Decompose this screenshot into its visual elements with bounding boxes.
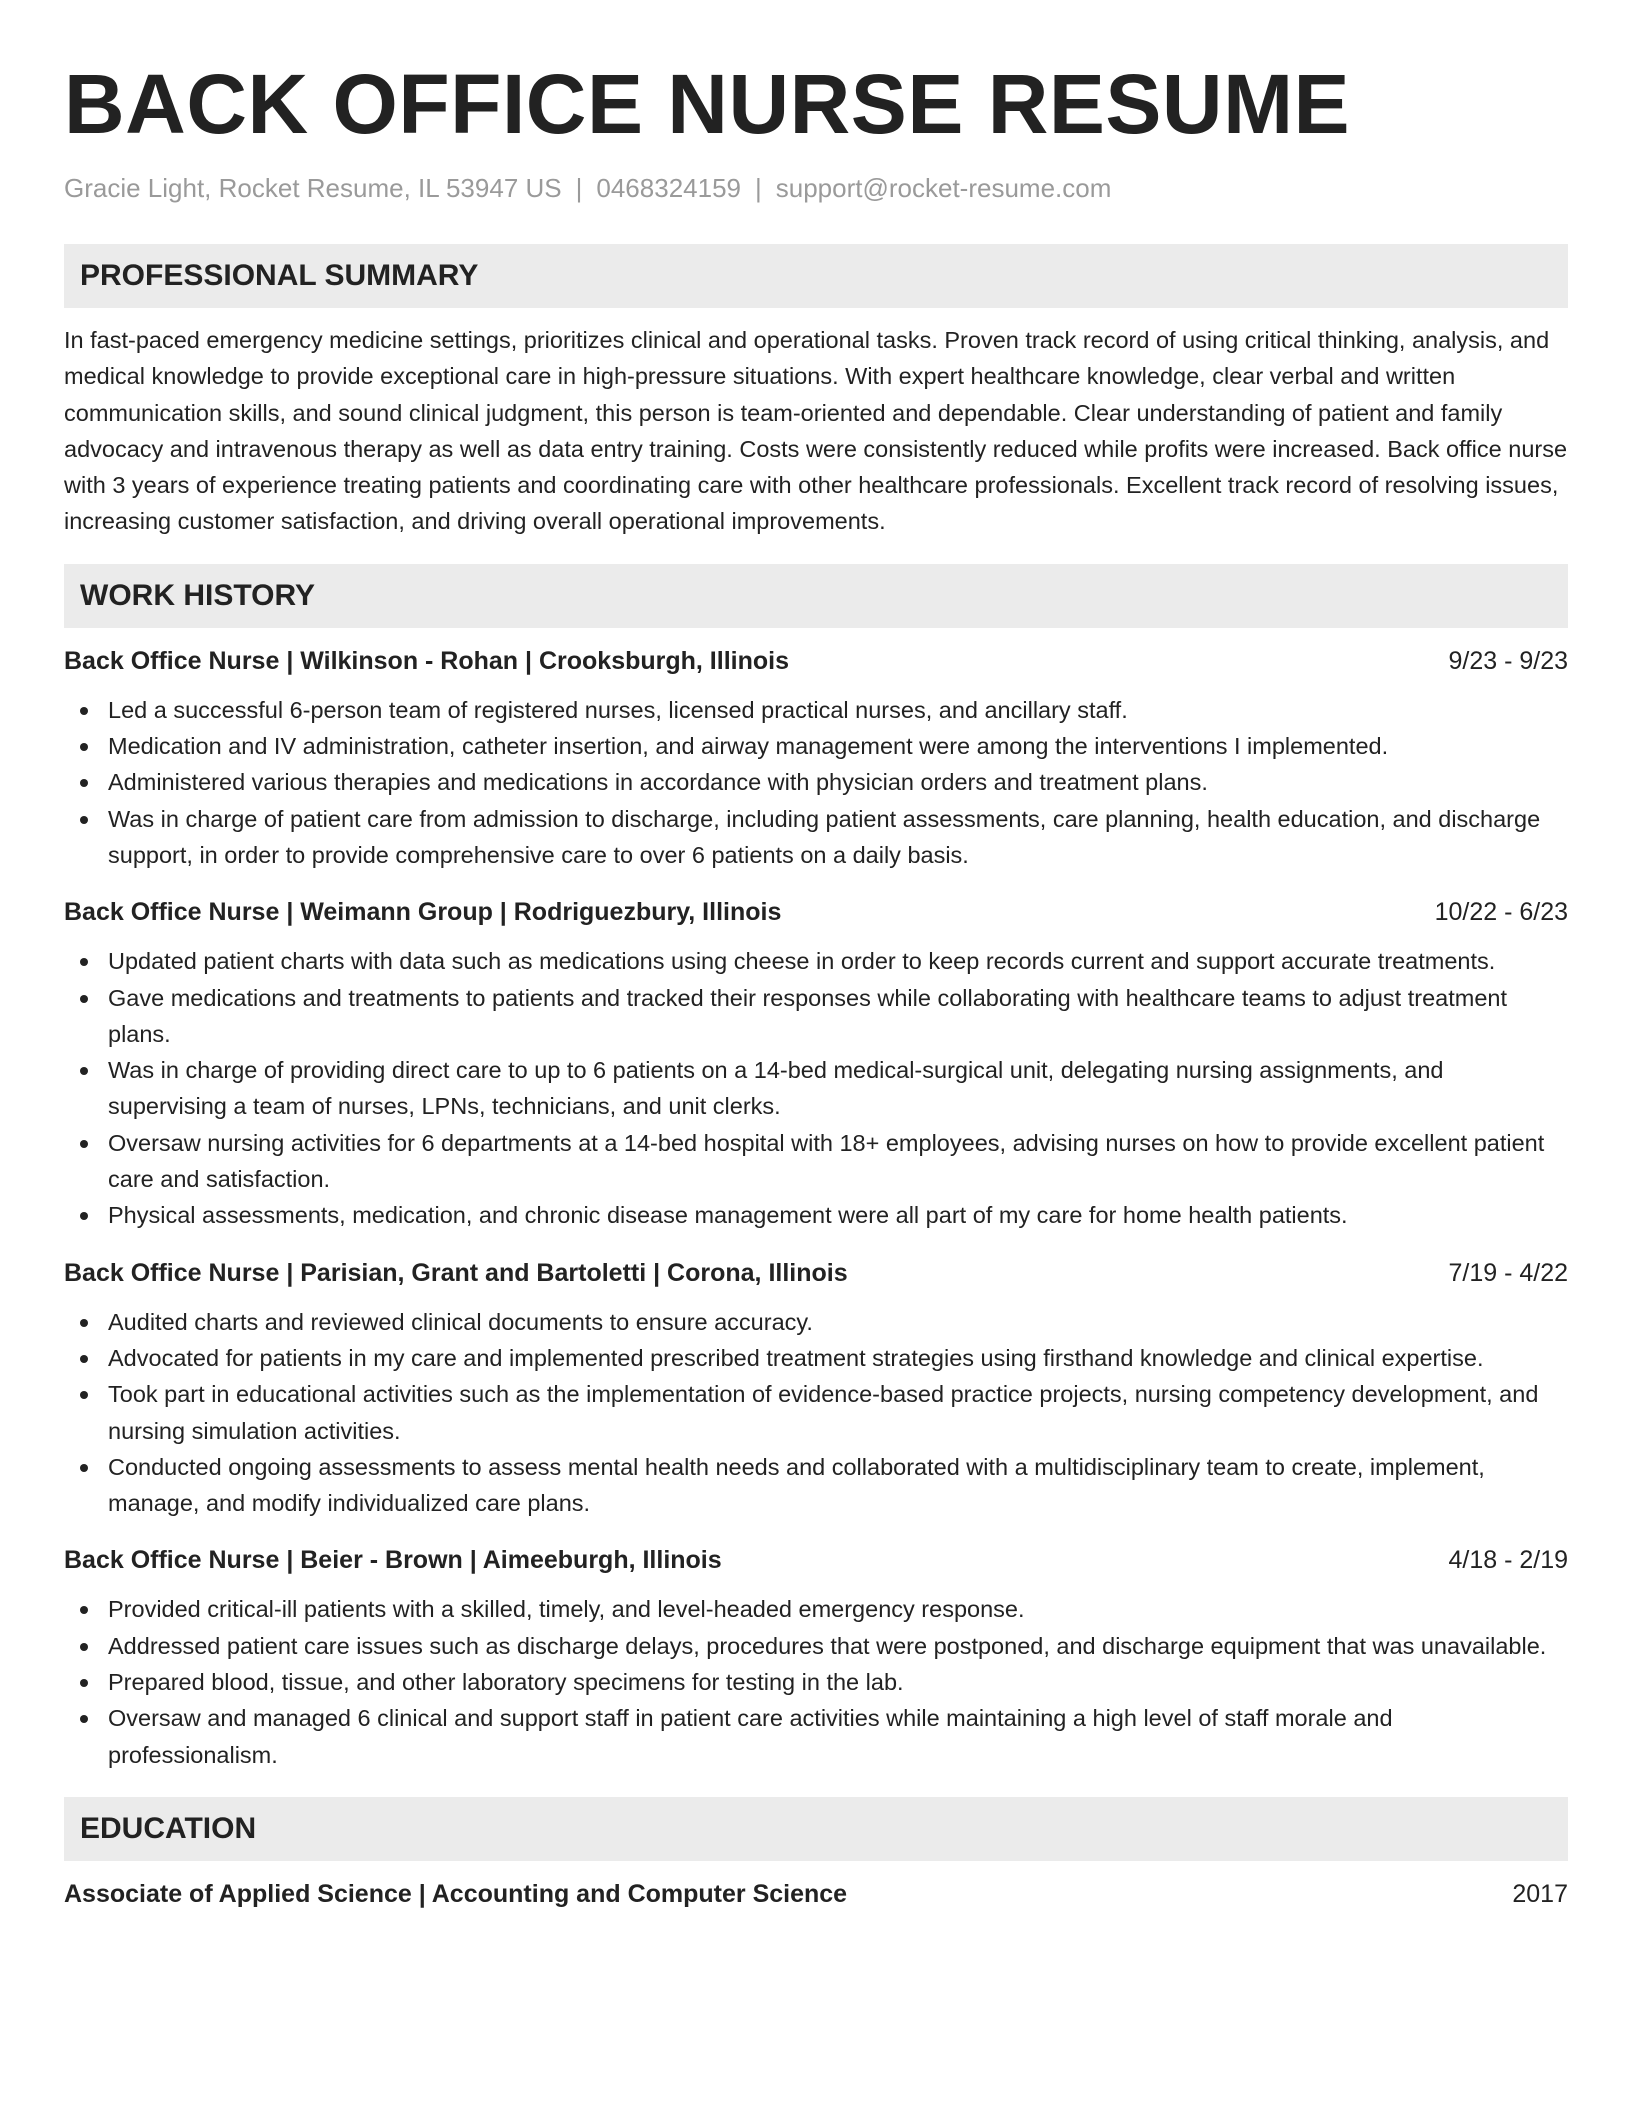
job-bullet-list xyxy=(64,692,1568,873)
job-bullet: Medication and IV administration, catheter insertion, and airway management were among the interventions I implemented. xyxy=(64,728,1568,764)
job-bullet: Provided critical-ill patients with a skilled, timely, and level-headed emergency response. xyxy=(64,1591,1568,1627)
job-bullet-list xyxy=(64,1304,1568,1522)
job-header xyxy=(64,1543,1568,1577)
job-bullet: Prepared blood, tissue, and other laboratory specimens for testing in the lab. xyxy=(64,1664,1568,1700)
contact-email: support@rocket-resume.com xyxy=(775,173,1112,203)
job-entry xyxy=(64,895,1568,1233)
education-heading: EDUCATION xyxy=(64,1797,1568,1861)
job-bullet-list xyxy=(64,943,1568,1233)
job-bullet: Gave medications and treatments to patients and tracked their responses while collaborating with healthcare teams to adjust treatment plans. xyxy=(64,980,1568,1053)
job-entry xyxy=(64,1543,1568,1772)
education-entry xyxy=(64,1877,1568,1911)
job-bullet: Administered various therapies and medications in accordance with physician orders and treatment plans. xyxy=(64,764,1568,800)
job-bullet: Oversaw nursing activities for 6 departments at a 14-bed hospital with 18+ employees, advising nurses on how to provide excellent patient care and satisfaction. xyxy=(64,1125,1568,1198)
job-bullet: Was in charge of providing direct care to up to 6 patients on a 14-bed medical-surgical unit, delegating nursing assignments, and supervising a team of nurses, LPNs, technicians, and unit clerks. xyxy=(64,1052,1568,1125)
summary-text: In fast-paced emergency medicine settings, prioritizes clinical and operational tasks. Proven track record of using critical thinking, analysis, and medical knowledge to provide exceptional care in high-pressure situations. With expert healthcare knowledge, clear verbal and written communication skills, and sound clinical judgment, this person is team-oriented and dependable. Clear understanding of patient and family advocacy and intravenous therapy as well as data entry training. Costs were consistently reduced while profits were increased. Back office nurse with 3 years of experience treating patients and coordinating care with other healthcare professionals. Excellent track record of resolving issues, increasing customer satisfaction, and driving overall operational improvements. xyxy=(64,327,1568,535)
contact-phone: 0468324159 xyxy=(596,173,741,203)
education-year: 2017 xyxy=(1512,1879,1568,1908)
contact-line xyxy=(64,172,1568,204)
job-entry xyxy=(64,1256,1568,1522)
job-title: Back Office Nurse | Weimann Group | Rodriguezbury, Illinois xyxy=(64,898,782,927)
work-history-heading: WORK HISTORY xyxy=(64,564,1568,628)
job-bullet: Took part in educational activities such as the implementation of evidence-based practice projects, nursing competency development, and nursing simulation activities. xyxy=(64,1376,1568,1449)
job-title: Back Office Nurse | Beier - Brown | Aimeeburgh, Illinois xyxy=(64,1546,722,1575)
job-header xyxy=(64,895,1568,929)
contact-address: Gracie Light, Rocket Resume, IL 53947 US xyxy=(64,173,562,203)
contact-separator: | xyxy=(575,173,583,203)
job-title: Back Office Nurse | Parisian, Grant and Bartoletti | Corona, Illinois xyxy=(64,1258,848,1287)
job-dates: 7/19 - 4/22 xyxy=(1448,1258,1568,1287)
job-header xyxy=(64,644,1568,678)
job-entry xyxy=(64,644,1568,873)
job-dates: 4/18 - 2/19 xyxy=(1448,1546,1568,1575)
education-header xyxy=(64,1877,1568,1911)
job-bullet: Addressed patient care issues such as discharge delays, procedures that were postponed, and discharge equipment that was unavailable. xyxy=(64,1628,1568,1664)
job-dates: 9/23 - 9/23 xyxy=(1448,646,1568,675)
education-degree: Associate of Applied Science | Accounting and Computer Science xyxy=(64,1879,848,1908)
job-bullet: Was in charge of patient care from admission to discharge, including patient assessments, care planning, health education, and discharge support, in order to provide comprehensive care to over 6 patients on a daily basis. xyxy=(64,801,1568,874)
job-bullet: Physical assessments, medication, and chronic disease management were all part of my care for home health patients. xyxy=(64,1197,1568,1233)
job-header xyxy=(64,1256,1568,1290)
job-bullet: Led a successful 6-person team of registered nurses, licensed practical nurses, and ancillary staff. xyxy=(64,692,1568,728)
contact-separator: | xyxy=(755,173,762,203)
job-bullet-list xyxy=(64,1591,1568,1772)
job-dates: 10/22 - 6/23 xyxy=(1434,898,1568,927)
job-bullet: Updated patient charts with data such as medications using cheese in order to keep records current and support accurate treatments. xyxy=(64,943,1568,979)
summary-heading: PROFESSIONAL SUMMARY xyxy=(64,244,1568,308)
job-bullet: Audited charts and reviewed clinical documents to ensure accuracy. xyxy=(64,1304,1568,1340)
job-bullet: Oversaw and managed 6 clinical and support staff in patient care activities while maintaining a high level of staff morale and professionalism. xyxy=(64,1700,1568,1773)
job-title: Back Office Nurse | Wilkinson - Rohan | Crooksburgh, Illinois xyxy=(64,646,789,675)
job-bullet: Conducted ongoing assessments to assess mental health needs and collaborated with a multidisciplinary team to create, implement, manage, and modify individualized care plans. xyxy=(64,1449,1568,1522)
resume-title: BACK OFFICE NURSE RESUME xyxy=(64,57,1351,151)
job-bullet: Advocated for patients in my care and implemented prescribed treatment strategies using firsthand knowledge and clinical expertise. xyxy=(64,1340,1568,1376)
